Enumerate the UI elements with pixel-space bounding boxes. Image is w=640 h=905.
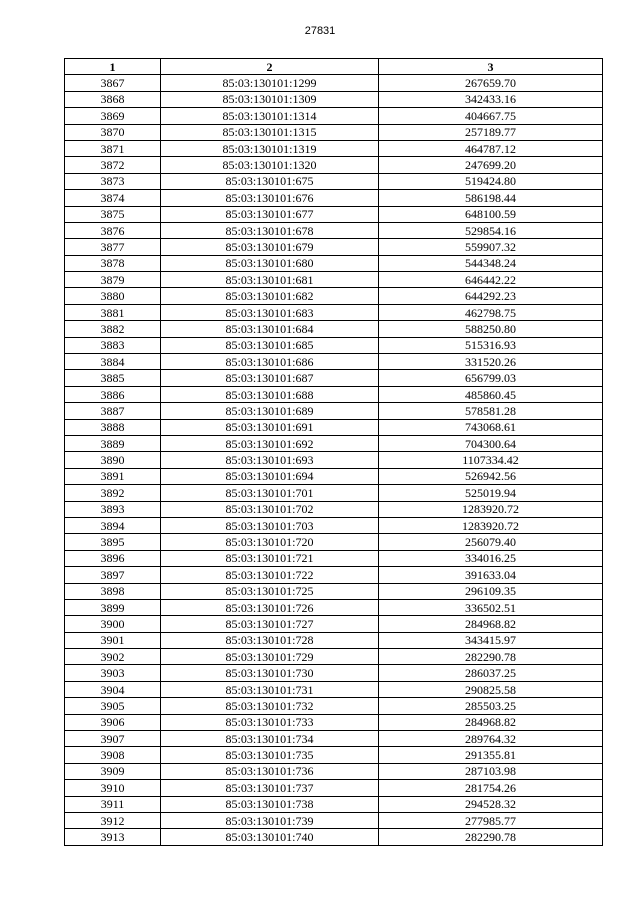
table-row bbox=[65, 75, 603, 91]
table-row bbox=[65, 435, 603, 451]
table-row bbox=[65, 796, 603, 812]
row-number-cell: 3873 bbox=[65, 173, 161, 189]
cadastral-number-cell: 85:03:130101:684 bbox=[161, 321, 379, 337]
table-row bbox=[65, 681, 603, 697]
table-row bbox=[65, 239, 603, 255]
row-number-cell: 3877 bbox=[65, 239, 161, 255]
row-number-cell: 3894 bbox=[65, 517, 161, 533]
table-row bbox=[65, 255, 603, 271]
cadastral-number-cell: 85:03:130101:679 bbox=[161, 239, 379, 255]
table-row bbox=[65, 91, 603, 107]
row-number-cell: 3910 bbox=[65, 780, 161, 796]
value-cell: 284968.82 bbox=[379, 714, 603, 730]
cadastral-number-cell: 85:03:130101:685 bbox=[161, 337, 379, 353]
cadastral-number-cell: 85:03:130101:738 bbox=[161, 796, 379, 812]
cadastral-number-cell: 85:03:130101:1315 bbox=[161, 124, 379, 140]
value-cell: 743068.61 bbox=[379, 419, 603, 435]
value-cell: 296109.35 bbox=[379, 583, 603, 599]
row-number-cell: 3908 bbox=[65, 747, 161, 763]
cadastral-number-cell: 85:03:130101:736 bbox=[161, 763, 379, 779]
value-cell: 646442.22 bbox=[379, 272, 603, 288]
cadastral-number-cell: 85:03:130101:687 bbox=[161, 370, 379, 386]
row-number-cell: 3905 bbox=[65, 698, 161, 714]
cadastral-number-cell: 85:03:130101:731 bbox=[161, 681, 379, 697]
cadastral-number-cell: 85:03:130101:737 bbox=[161, 780, 379, 796]
table-row bbox=[65, 829, 603, 845]
value-cell: 287103.98 bbox=[379, 763, 603, 779]
table-row bbox=[65, 763, 603, 779]
cadastral-number-cell: 85:03:130101:732 bbox=[161, 698, 379, 714]
cadastral-number-cell: 85:03:130101:681 bbox=[161, 272, 379, 288]
cadastral-number-cell: 85:03:130101:701 bbox=[161, 485, 379, 501]
row-number-cell: 3875 bbox=[65, 206, 161, 222]
row-number-cell: 3870 bbox=[65, 124, 161, 140]
value-cell: 334016.25 bbox=[379, 550, 603, 566]
row-number-cell: 3904 bbox=[65, 681, 161, 697]
row-number-cell: 3906 bbox=[65, 714, 161, 730]
value-cell: 286037.25 bbox=[379, 665, 603, 681]
value-cell: 282290.78 bbox=[379, 649, 603, 665]
row-number-cell: 3884 bbox=[65, 354, 161, 370]
row-number-cell: 3912 bbox=[65, 812, 161, 828]
table-row bbox=[65, 419, 603, 435]
cadastral-number-cell: 85:03:130101:675 bbox=[161, 173, 379, 189]
table-row bbox=[65, 222, 603, 238]
table-row bbox=[65, 354, 603, 370]
value-cell: 282290.78 bbox=[379, 829, 603, 845]
data-table bbox=[64, 58, 603, 846]
table-row bbox=[65, 665, 603, 681]
cadastral-number-cell: 85:03:130101:726 bbox=[161, 599, 379, 615]
table-row bbox=[65, 370, 603, 386]
row-number-cell: 3886 bbox=[65, 386, 161, 402]
table-row bbox=[65, 272, 603, 288]
table-row bbox=[65, 599, 603, 615]
row-number-cell: 3901 bbox=[65, 632, 161, 648]
value-cell: 586198.44 bbox=[379, 190, 603, 206]
value-cell: 1107334.42 bbox=[379, 452, 603, 468]
table-row bbox=[65, 288, 603, 304]
row-number-cell: 3896 bbox=[65, 550, 161, 566]
value-cell: 588250.80 bbox=[379, 321, 603, 337]
value-cell: 343415.97 bbox=[379, 632, 603, 648]
table-row bbox=[65, 173, 603, 189]
table-row bbox=[65, 780, 603, 796]
value-cell: 644292.23 bbox=[379, 288, 603, 304]
value-cell: 331520.26 bbox=[379, 354, 603, 370]
value-cell: 257189.77 bbox=[379, 124, 603, 140]
value-cell: 704300.64 bbox=[379, 435, 603, 451]
cadastral-number-cell: 85:03:130101:688 bbox=[161, 386, 379, 402]
table-row bbox=[65, 190, 603, 206]
value-cell: 290825.58 bbox=[379, 681, 603, 697]
row-number-cell: 3867 bbox=[65, 75, 161, 91]
row-number-cell: 3891 bbox=[65, 468, 161, 484]
cadastral-number-cell: 85:03:130101:694 bbox=[161, 468, 379, 484]
cadastral-number-cell: 85:03:130101:1314 bbox=[161, 108, 379, 124]
cadastral-number-cell: 85:03:130101:730 bbox=[161, 665, 379, 681]
value-cell: 285503.25 bbox=[379, 698, 603, 714]
column-header-2: 2 bbox=[161, 59, 379, 75]
row-number-cell: 3913 bbox=[65, 829, 161, 845]
row-number-cell: 3890 bbox=[65, 452, 161, 468]
table-row bbox=[65, 206, 603, 222]
column-header-3: 3 bbox=[379, 59, 603, 75]
row-number-cell: 3879 bbox=[65, 272, 161, 288]
row-number-cell: 3876 bbox=[65, 222, 161, 238]
table-row bbox=[65, 124, 603, 140]
row-number-cell: 3889 bbox=[65, 435, 161, 451]
cadastral-number-cell: 85:03:130101:1319 bbox=[161, 140, 379, 156]
table-row bbox=[65, 485, 603, 501]
cadastral-number-cell: 85:03:130101:728 bbox=[161, 632, 379, 648]
cadastral-number-cell: 85:03:130101:686 bbox=[161, 354, 379, 370]
table-row bbox=[65, 140, 603, 156]
cadastral-number-cell: 85:03:130101:1299 bbox=[161, 75, 379, 91]
cadastral-number-cell: 85:03:130101:683 bbox=[161, 304, 379, 320]
cadastral-number-cell: 85:03:130101:735 bbox=[161, 747, 379, 763]
value-cell: 267659.70 bbox=[379, 75, 603, 91]
table-row bbox=[65, 550, 603, 566]
cadastral-number-cell: 85:03:130101:702 bbox=[161, 501, 379, 517]
value-cell: 1283920.72 bbox=[379, 501, 603, 517]
table-row bbox=[65, 304, 603, 320]
row-number-cell: 3907 bbox=[65, 731, 161, 747]
page-number: 27831 bbox=[304, 25, 336, 37]
row-number-cell: 3882 bbox=[65, 321, 161, 337]
table-body bbox=[65, 75, 603, 845]
table-row bbox=[65, 632, 603, 648]
value-cell: 559907.32 bbox=[379, 239, 603, 255]
cadastral-number-cell: 85:03:130101:678 bbox=[161, 222, 379, 238]
cadastral-number-cell: 85:03:130101:721 bbox=[161, 550, 379, 566]
table-row bbox=[65, 567, 603, 583]
row-number-cell: 3899 bbox=[65, 599, 161, 615]
row-number-cell: 3881 bbox=[65, 304, 161, 320]
cadastral-number-cell: 85:03:130101:677 bbox=[161, 206, 379, 222]
value-cell: 485860.45 bbox=[379, 386, 603, 402]
table-row bbox=[65, 452, 603, 468]
value-cell: 342433.16 bbox=[379, 91, 603, 107]
table-row bbox=[65, 616, 603, 632]
row-number-cell: 3883 bbox=[65, 337, 161, 353]
value-cell: 578581.28 bbox=[379, 403, 603, 419]
value-cell: 294528.32 bbox=[379, 796, 603, 812]
row-number-cell: 3892 bbox=[65, 485, 161, 501]
value-cell: 1283920.72 bbox=[379, 517, 603, 533]
value-cell: 289764.32 bbox=[379, 731, 603, 747]
cadastral-number-cell: 85:03:130101:729 bbox=[161, 649, 379, 665]
table-row bbox=[65, 321, 603, 337]
row-number-cell: 3893 bbox=[65, 501, 161, 517]
value-cell: 529854.16 bbox=[379, 222, 603, 238]
table-header bbox=[65, 59, 603, 75]
cadastral-number-cell: 85:03:130101:689 bbox=[161, 403, 379, 419]
row-number-cell: 3895 bbox=[65, 534, 161, 550]
value-cell: 519424.80 bbox=[379, 173, 603, 189]
value-cell: 525019.94 bbox=[379, 485, 603, 501]
value-cell: 256079.40 bbox=[379, 534, 603, 550]
cadastral-number-cell: 85:03:130101:725 bbox=[161, 583, 379, 599]
cadastral-number-cell: 85:03:130101:739 bbox=[161, 812, 379, 828]
table-row bbox=[65, 731, 603, 747]
cadastral-number-cell: 85:03:130101:733 bbox=[161, 714, 379, 730]
row-number-cell: 3902 bbox=[65, 649, 161, 665]
cadastral-number-cell: 85:03:130101:734 bbox=[161, 731, 379, 747]
cadastral-number-cell: 85:03:130101:682 bbox=[161, 288, 379, 304]
row-number-cell: 3903 bbox=[65, 665, 161, 681]
row-number-cell: 3868 bbox=[65, 91, 161, 107]
table-row bbox=[65, 812, 603, 828]
table-row bbox=[65, 698, 603, 714]
cadastral-number-cell: 85:03:130101:691 bbox=[161, 419, 379, 435]
value-cell: 281754.26 bbox=[379, 780, 603, 796]
cadastral-number-cell: 85:03:130101:720 bbox=[161, 534, 379, 550]
cadastral-number-cell: 85:03:130101:1309 bbox=[161, 91, 379, 107]
value-cell: 526942.56 bbox=[379, 468, 603, 484]
row-number-cell: 3871 bbox=[65, 140, 161, 156]
value-cell: 277985.77 bbox=[379, 812, 603, 828]
value-cell: 247699.20 bbox=[379, 157, 603, 173]
table-row bbox=[65, 747, 603, 763]
column-header-1: 1 bbox=[65, 59, 161, 75]
value-cell: 391633.04 bbox=[379, 567, 603, 583]
table-row bbox=[65, 714, 603, 730]
value-cell: 544348.24 bbox=[379, 255, 603, 271]
row-number-cell: 3874 bbox=[65, 190, 161, 206]
table-row bbox=[65, 468, 603, 484]
row-number-cell: 3887 bbox=[65, 403, 161, 419]
cadastral-number-cell: 85:03:130101:680 bbox=[161, 255, 379, 271]
row-number-cell: 3880 bbox=[65, 288, 161, 304]
value-cell: 648100.59 bbox=[379, 206, 603, 222]
cadastral-number-cell: 85:03:130101:722 bbox=[161, 567, 379, 583]
table-row bbox=[65, 649, 603, 665]
value-cell: 284968.82 bbox=[379, 616, 603, 632]
cadastral-number-cell: 85:03:130101:692 bbox=[161, 435, 379, 451]
row-number-cell: 3878 bbox=[65, 255, 161, 271]
row-number-cell: 3911 bbox=[65, 796, 161, 812]
row-number-cell: 3888 bbox=[65, 419, 161, 435]
value-cell: 291355.81 bbox=[379, 747, 603, 763]
row-number-cell: 3897 bbox=[65, 567, 161, 583]
value-cell: 656799.03 bbox=[379, 370, 603, 386]
table-row bbox=[65, 403, 603, 419]
value-cell: 462798.75 bbox=[379, 304, 603, 320]
value-cell: 515316.93 bbox=[379, 337, 603, 353]
table-row bbox=[65, 534, 603, 550]
table-row bbox=[65, 108, 603, 124]
table-row bbox=[65, 517, 603, 533]
row-number-cell: 3869 bbox=[65, 108, 161, 124]
cadastral-number-cell: 85:03:130101:693 bbox=[161, 452, 379, 468]
header-row bbox=[65, 59, 603, 75]
row-number-cell: 3872 bbox=[65, 157, 161, 173]
table-row bbox=[65, 501, 603, 517]
table-row bbox=[65, 583, 603, 599]
cadastral-number-cell: 85:03:130101:740 bbox=[161, 829, 379, 845]
table-row bbox=[65, 157, 603, 173]
cadastral-number-cell: 85:03:130101:727 bbox=[161, 616, 379, 632]
cadastral-number-cell: 85:03:130101:676 bbox=[161, 190, 379, 206]
cadastral-number-cell: 85:03:130101:1320 bbox=[161, 157, 379, 173]
value-cell: 464787.12 bbox=[379, 140, 603, 156]
row-number-cell: 3909 bbox=[65, 763, 161, 779]
value-cell: 336502.51 bbox=[379, 599, 603, 615]
table-row bbox=[65, 337, 603, 353]
row-number-cell: 3900 bbox=[65, 616, 161, 632]
row-number-cell: 3898 bbox=[65, 583, 161, 599]
table-row bbox=[65, 386, 603, 402]
value-cell: 404667.75 bbox=[379, 108, 603, 124]
row-number-cell: 3885 bbox=[65, 370, 161, 386]
cadastral-number-cell: 85:03:130101:703 bbox=[161, 517, 379, 533]
